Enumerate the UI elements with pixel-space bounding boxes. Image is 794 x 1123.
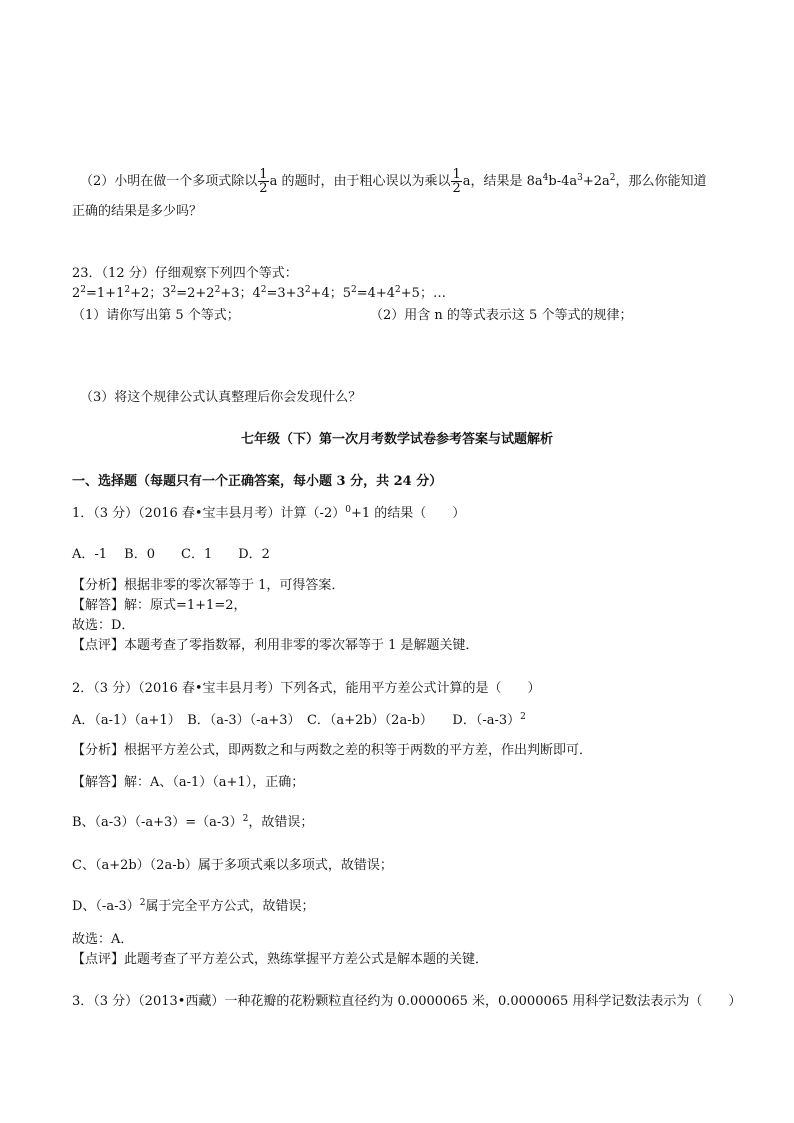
q1-options: A．-1 B．0 C．1 D．2 (72, 547, 270, 562)
q2-solution-b: B、$(a-3)(-a+3)=(a-3)^2$，故错误； (72, 814, 314, 830)
equation-exponent: 2 (80, 285, 87, 295)
equation-text: +3；4 (220, 286, 261, 301)
q2-choice: 故选：A． (72, 932, 134, 947)
problem-23-question-3: （3）将这个规律公式认真整理后你会发现什么？ (80, 390, 362, 405)
problem-23-equations (72, 286, 446, 302)
q1-solution: 【解答】解：原式=1+1=2， (72, 598, 247, 613)
equation-exponent: 2 (304, 285, 311, 295)
q1-choice: 故选：D． (72, 618, 135, 633)
problem-23-question-2: （2）用含 n 的等式表示这 5 个等式的规律； (370, 308, 633, 323)
q1-analysis: 【分析】根据非零的零次幂等于 1，可得答案． (72, 578, 345, 593)
equation-text: 2 (72, 286, 81, 301)
equation-exponent: 2 (124, 285, 131, 295)
problem-23-question-1: （1）请你写出第 5 个等式； (72, 308, 240, 323)
q2-solution-c: C、（a+2b）（2a-b）属于多项式乘以多项式，故错误； (72, 858, 393, 873)
fraction-one-half: $\frac{1}{2}$ (452, 167, 461, 196)
equation-text: +2；3 (130, 286, 171, 301)
equation-text: +4；5 (310, 286, 351, 301)
problem-22-part-2-line-1: （2）小明在做一个多项式除以 $\frac{1}{2}$ a 的题时，由于粗心误以为乘以 $\frac{1}{2}$ a，结果是 $8a^4b-4a^3+2a^2$，那么你能知道 (80, 167, 707, 196)
equation-text: +5；… (400, 286, 446, 301)
answers-heading: 七年级（下）第一次月考数学试卷参考答案与试题解析 (240, 432, 553, 447)
problem-23-title: 23．（12 分）仔细观察下列四个等式： (72, 266, 298, 281)
equation-exponent: 2 (395, 285, 401, 295)
equation-text: =4+4 (356, 286, 396, 301)
equation-exponent: 2 (170, 285, 177, 295)
q1-comment: 【点评】本题考查了零指数幂，利用非零的零次幂等于 1 是解题关键． (72, 638, 479, 653)
q3-stem: 3．（3 分）（2013•西藏）一种花瓣的花粉颗粒直径约为 0.0000065 米，0.0000065 用科学记数法表示为（ ） (72, 994, 742, 1009)
q2-comment: 【点评】此题考查了平方差公式，熟练掌握平方差公式是解本题的关键． (72, 952, 489, 967)
q2-solution-a: 【解答】解：A、（a-1）（a+1），正确； (72, 775, 305, 790)
section-1-heading: 一、选择题（每题只有一个正确答案，每小题 3 分，共 24 分） (72, 474, 443, 489)
q2-solution-d: D、$(-a-3)^2$属于完全平方公式，故错误； (72, 898, 315, 914)
equation-exponent: 2 (214, 285, 221, 295)
q1-stem: 1．（3 分）（2016 春•宝丰县月考）计算$(-2)^0+1$ 的结果（ ） (72, 505, 466, 521)
problem-22-part-2-line-2: 正确的结果是多少吗？ (72, 204, 203, 219)
equation-text: =2+2 (176, 286, 215, 301)
q2-stem: 2．（3 分）（2016 春•宝丰县月考）下列各式，能用平方差公式计算的是（ ） (72, 681, 541, 696)
equation-text: =3+3 (266, 286, 305, 301)
equation-text: =1+1 (86, 286, 125, 301)
equation-exponent: 2 (260, 285, 267, 295)
q2-analysis: 【分析】根据平方差公式，即两数之和与两数之差的积等于两数的平方差，作出判断即可． (72, 743, 593, 758)
equation-exponent: 2 (350, 285, 357, 295)
q2-options: A．（a-1）（a+1） B．（a-3）（-a+3） C．（a+2b）（2a-b） D．$(-a-3)^2$ (72, 712, 526, 728)
fraction-one-half: $\frac{1}{2}$ (259, 167, 268, 196)
